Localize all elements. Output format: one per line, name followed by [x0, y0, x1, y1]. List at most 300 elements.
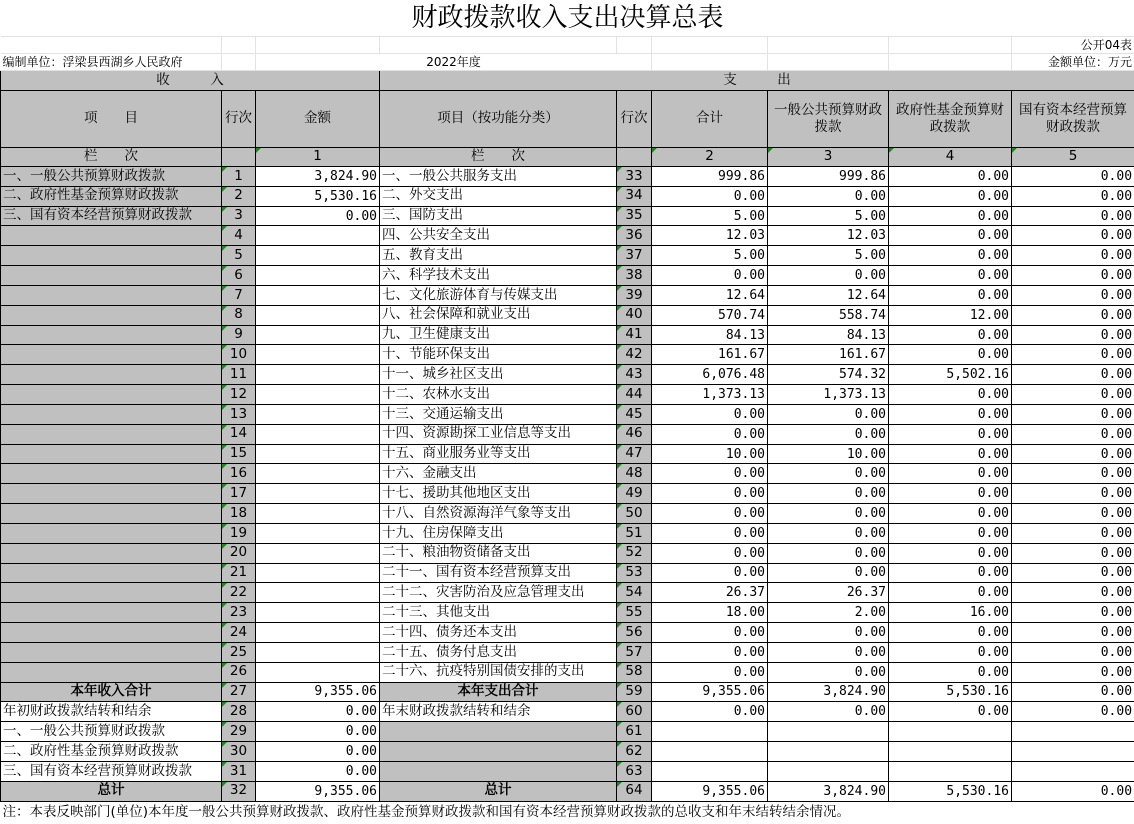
expense-total[interactable]: 0.00	[652, 702, 768, 722]
income-item[interactable]	[1, 424, 222, 444]
expense-capital-budget[interactable]: 0.00	[1012, 464, 1134, 484]
expense-item[interactable]: 三、国防支出	[380, 206, 617, 226]
expense-total[interactable]	[652, 742, 768, 762]
income-amount[interactable]	[256, 623, 380, 643]
expense-general-budget[interactable]: 10.00	[768, 444, 889, 464]
income-amount[interactable]	[256, 444, 380, 464]
expense-fund-budget[interactable]: 0.00	[889, 464, 1012, 484]
income-line-no[interactable]: 5	[222, 246, 256, 266]
expense-item[interactable]: 十六、金融支出	[380, 464, 617, 484]
income-amount[interactable]: 9,355.06	[256, 682, 380, 702]
expense-total[interactable]: 0.00	[652, 623, 768, 643]
income-amount[interactable]	[256, 365, 380, 385]
income-item[interactable]: 一、一般公共预算财政拨款	[1, 167, 222, 187]
expense-capital-budget[interactable]	[1012, 761, 1134, 781]
expense-general-budget[interactable]: 3,824.90	[768, 781, 889, 801]
expense-total[interactable]: 84.13	[652, 325, 768, 345]
expense-total[interactable]: 26.37	[652, 583, 768, 603]
expense-general-budget[interactable]: 84.13	[768, 325, 889, 345]
income-line-no[interactable]: 24	[222, 623, 256, 643]
income-item[interactable]	[1, 484, 222, 504]
expense-fund-budget[interactable]: 0.00	[889, 642, 1012, 662]
expense-fund-budget[interactable]: 0.00	[889, 623, 1012, 643]
income-line-no[interactable]: 16	[222, 464, 256, 484]
income-amount[interactable]: 0.00	[256, 206, 380, 226]
income-amount[interactable]	[256, 226, 380, 246]
income-line-no[interactable]: 9	[222, 325, 256, 345]
expense-fund-budget[interactable]: 0.00	[889, 563, 1012, 583]
income-amount[interactable]	[256, 504, 380, 524]
expense-capital-budget[interactable]	[1012, 722, 1134, 742]
expense-item[interactable]: 十五、商业服务业等支出	[380, 444, 617, 464]
expense-item[interactable]: 六、科学技术支出	[380, 266, 617, 286]
expense-general-budget[interactable]: 0.00	[768, 563, 889, 583]
income-amount[interactable]: 3,824.90	[256, 167, 380, 187]
expense-fund-budget[interactable]: 0.00	[889, 543, 1012, 563]
expense-capital-budget[interactable]: 0.00	[1012, 246, 1134, 266]
income-line-no[interactable]: 21	[222, 563, 256, 583]
income-amount[interactable]	[256, 563, 380, 583]
expense-general-budget[interactable]	[768, 742, 889, 762]
income-item[interactable]	[1, 305, 222, 325]
expense-fund-budget[interactable]: 0.00	[889, 206, 1012, 226]
expense-fund-budget[interactable]: 5,530.16	[889, 781, 1012, 801]
expense-total[interactable]: 0.00	[652, 662, 768, 682]
expense-item[interactable]: 十八、自然资源海洋气象等支出	[380, 504, 617, 524]
expense-capital-budget[interactable]: 0.00	[1012, 444, 1134, 464]
income-line-no[interactable]: 18	[222, 504, 256, 524]
income-item[interactable]	[1, 623, 222, 643]
expense-capital-budget[interactable]: 0.00	[1012, 404, 1134, 424]
expense-fund-budget[interactable]: 0.00	[889, 385, 1012, 405]
income-item[interactable]: 本年收入合计	[1, 682, 222, 702]
income-amount[interactable]: 0.00	[256, 742, 380, 762]
expense-general-budget[interactable]: 5.00	[768, 206, 889, 226]
expense-fund-budget[interactable]: 0.00	[889, 285, 1012, 305]
income-amount[interactable]	[256, 662, 380, 682]
table-row	[1, 603, 1134, 623]
income-item[interactable]	[1, 246, 222, 266]
expense-item[interactable]: 总计	[380, 781, 617, 801]
income-amount[interactable]	[256, 305, 380, 325]
expense-line-no[interactable]: 45	[617, 404, 652, 424]
expense-general-budget[interactable]: 161.67	[768, 345, 889, 365]
income-amount[interactable]	[256, 523, 380, 543]
expense-general-budget[interactable]: 0.00	[768, 543, 889, 563]
income-line-no[interactable]: 22	[222, 583, 256, 603]
expense-fund-budget[interactable]: 0.00	[889, 484, 1012, 504]
expense-capital-budget[interactable]: 0.00	[1012, 365, 1134, 385]
expense-total[interactable]	[652, 722, 768, 742]
income-amount[interactable]: 5,530.16	[256, 186, 380, 206]
expense-line-no[interactable]: 63	[617, 761, 652, 781]
expense-fund-budget[interactable]: 0.00	[889, 345, 1012, 365]
expense-line-no[interactable]: 34	[617, 186, 652, 206]
expense-item[interactable]: 十、节能环保支出	[380, 345, 617, 365]
expense-capital-budget[interactable]: 0.00	[1012, 543, 1134, 563]
header-fund-budget: 政府性基金预算财政拨款	[889, 91, 1012, 148]
expense-total[interactable]: 0.00	[652, 563, 768, 583]
expense-item[interactable]: 二十六、抗疫特别国债安排的支出	[380, 662, 617, 682]
expense-fund-budget[interactable]: 0.00	[889, 583, 1012, 603]
expense-general-budget[interactable]	[768, 761, 889, 781]
expense-total[interactable]: 570.74	[652, 305, 768, 325]
expense-item[interactable]: 十九、住房保障支出	[380, 523, 617, 543]
income-item[interactable]	[1, 583, 222, 603]
income-item[interactable]	[1, 504, 222, 524]
expense-capital-budget[interactable]: 0.00	[1012, 642, 1134, 662]
income-item[interactable]	[1, 345, 222, 365]
expense-fund-budget[interactable]: 0.00	[889, 325, 1012, 345]
income-line-no[interactable]: 12	[222, 385, 256, 405]
expense-capital-budget[interactable]: 0.00	[1012, 702, 1134, 722]
income-item[interactable]: 总计	[1, 781, 222, 801]
table-row	[1, 682, 1134, 702]
expense-fund-budget[interactable]: 0.00	[889, 226, 1012, 246]
expense-capital-budget[interactable]: 0.00	[1012, 504, 1134, 524]
income-line-no[interactable]: 6	[222, 266, 256, 286]
expense-total[interactable]: 161.67	[652, 345, 768, 365]
income-item[interactable]	[1, 365, 222, 385]
table-row	[1, 444, 1134, 464]
expense-total[interactable]: 0.00	[652, 266, 768, 286]
expense-fund-budget[interactable]: 5,502.16	[889, 365, 1012, 385]
expense-capital-budget[interactable]: 0.00	[1012, 523, 1134, 543]
expense-general-budget[interactable]: 0.00	[768, 642, 889, 662]
expense-line-no[interactable]: 52	[617, 543, 652, 563]
expense-general-budget[interactable]: 0.00	[768, 464, 889, 484]
expense-line-no[interactable]: 55	[617, 603, 652, 623]
expense-general-budget[interactable]: 1,373.13	[768, 385, 889, 405]
expense-line-no[interactable]: 54	[617, 583, 652, 603]
expense-general-budget[interactable]: 0.00	[768, 424, 889, 444]
expense-general-budget[interactable]: 0.00	[768, 404, 889, 424]
header-capital-budget: 国有资本经营预算财政拨款	[1012, 91, 1134, 148]
income-amount[interactable]	[256, 404, 380, 424]
expense-line-no[interactable]: 44	[617, 385, 652, 405]
expense-line-no[interactable]: 60	[617, 702, 652, 722]
income-item[interactable]	[1, 563, 222, 583]
income-line-no[interactable]: 26	[222, 662, 256, 682]
income-line-no[interactable]: 4	[222, 226, 256, 246]
expense-item[interactable]: 九、卫生健康支出	[380, 325, 617, 345]
income-item[interactable]	[1, 404, 222, 424]
expense-general-budget[interactable]: 558.74	[768, 305, 889, 325]
income-item[interactable]: 三、国有资本经营预算财政拨款	[1, 761, 222, 781]
income-amount[interactable]	[256, 583, 380, 603]
expense-line-no[interactable]: 64	[617, 781, 652, 801]
expense-line-no[interactable]: 43	[617, 365, 652, 385]
expense-total[interactable]: 0.00	[652, 404, 768, 424]
expense-capital-budget[interactable]: 0.00	[1012, 345, 1134, 365]
income-line-no[interactable]: 19	[222, 523, 256, 543]
expense-capital-budget[interactable]: 0.00	[1012, 266, 1134, 286]
expense-total[interactable]: 0.00	[652, 464, 768, 484]
income-item[interactable]	[1, 266, 222, 286]
expense-total[interactable]: 12.03	[652, 226, 768, 246]
income-item[interactable]	[1, 662, 222, 682]
expense-total[interactable]: 9,355.06	[652, 781, 768, 801]
expense-general-budget[interactable]: 0.00	[768, 623, 889, 643]
expense-fund-budget[interactable]: 0.00	[889, 702, 1012, 722]
expense-section-header: 支 出	[380, 71, 1134, 91]
expense-fund-budget[interactable]: 0.00	[889, 523, 1012, 543]
expense-fund-budget[interactable]: 16.00	[889, 603, 1012, 623]
income-line-no[interactable]: 7	[222, 285, 256, 305]
income-amount[interactable]	[256, 464, 380, 484]
expense-capital-budget[interactable]: 0.00	[1012, 563, 1134, 583]
income-line-no[interactable]: 8	[222, 305, 256, 325]
income-line-no[interactable]: 32	[222, 781, 256, 801]
expense-line-no[interactable]: 58	[617, 662, 652, 682]
expense-capital-budget[interactable]: 0.00	[1012, 186, 1134, 206]
income-amount[interactable]	[256, 603, 380, 623]
income-item[interactable]: 二、政府性基金预算财政拨款	[1, 186, 222, 206]
expense-total[interactable]: 0.00	[652, 642, 768, 662]
income-amount[interactable]	[256, 543, 380, 563]
column-number-4: 4	[889, 148, 1012, 167]
expense-item[interactable]: 四、公共安全支出	[380, 226, 617, 246]
table-row	[1, 226, 1134, 246]
table-row	[1, 543, 1134, 563]
income-item[interactable]	[1, 325, 222, 345]
income-amount[interactable]: 0.00	[256, 761, 380, 781]
expense-item[interactable]: 二、外交支出	[380, 186, 617, 206]
income-line-no[interactable]: 28	[222, 702, 256, 722]
expense-item[interactable]	[380, 742, 617, 762]
income-item[interactable]	[1, 226, 222, 246]
expense-capital-budget[interactable]: 0.00	[1012, 603, 1134, 623]
income-item[interactable]	[1, 444, 222, 464]
income-line-no[interactable]: 25	[222, 642, 256, 662]
column-number-1: 1	[256, 148, 380, 167]
income-line-no[interactable]: 15	[222, 444, 256, 464]
income-amount[interactable]	[256, 385, 380, 405]
expense-capital-budget[interactable]	[1012, 742, 1134, 762]
expense-item[interactable]: 二十二、灾害防治及应急管理支出	[380, 583, 617, 603]
expense-fund-budget[interactable]: 0.00	[889, 246, 1012, 266]
expense-total[interactable]: 999.86	[652, 167, 768, 187]
expense-total[interactable]: 0.00	[652, 484, 768, 504]
income-line-no[interactable]: 29	[222, 722, 256, 742]
expense-total[interactable]: 9,355.06	[652, 682, 768, 702]
expense-line-no[interactable]: 36	[617, 226, 652, 246]
expense-general-budget[interactable]: 999.86	[768, 167, 889, 187]
income-line-no[interactable]: 23	[222, 603, 256, 623]
income-line-no[interactable]: 14	[222, 424, 256, 444]
expense-capital-budget[interactable]: 0.00	[1012, 206, 1134, 226]
expense-item[interactable]	[380, 722, 617, 742]
expense-general-budget[interactable]: 0.00	[768, 662, 889, 682]
expense-capital-budget[interactable]: 0.00	[1012, 226, 1134, 246]
expense-item[interactable]: 五、教育支出	[380, 246, 617, 266]
expense-fund-budget[interactable]	[889, 742, 1012, 762]
income-amount[interactable]	[256, 424, 380, 444]
expense-fund-budget[interactable]: 0.00	[889, 404, 1012, 424]
expense-line-no[interactable]: 46	[617, 424, 652, 444]
income-item[interactable]	[1, 543, 222, 563]
expense-general-budget[interactable]: 0.00	[768, 523, 889, 543]
expense-line-no[interactable]: 48	[617, 464, 652, 484]
expense-line-no[interactable]: 51	[617, 523, 652, 543]
expense-line-no[interactable]: 37	[617, 246, 652, 266]
expense-fund-budget[interactable]	[889, 761, 1012, 781]
expense-general-budget[interactable]: 0.00	[768, 186, 889, 206]
expense-item[interactable]: 二十、粮油物资储备支出	[380, 543, 617, 563]
expense-fund-budget[interactable]	[889, 722, 1012, 742]
income-line-no[interactable]: 27	[222, 682, 256, 702]
expense-general-budget[interactable]: 12.03	[768, 226, 889, 246]
income-line-no[interactable]: 31	[222, 761, 256, 781]
expense-fund-budget[interactable]: 12.00	[889, 305, 1012, 325]
expense-line-no[interactable]: 56	[617, 623, 652, 643]
table-row	[1, 345, 1134, 365]
expense-item[interactable]: 十七、援助其他地区支出	[380, 484, 617, 504]
expense-line-no[interactable]: 42	[617, 345, 652, 365]
expense-line-no[interactable]: 47	[617, 444, 652, 464]
expense-capital-budget[interactable]: 0.00	[1012, 167, 1134, 187]
expense-general-budget[interactable]: 574.32	[768, 365, 889, 385]
expense-capital-budget[interactable]: 0.00	[1012, 325, 1134, 345]
expense-fund-budget[interactable]: 5,530.16	[889, 682, 1012, 702]
expense-total[interactable]: 5.00	[652, 206, 768, 226]
expense-general-budget[interactable]: 0.00	[768, 702, 889, 722]
expense-line-no[interactable]: 38	[617, 266, 652, 286]
expense-capital-budget[interactable]: 0.00	[1012, 385, 1134, 405]
expense-general-budget[interactable]: 26.37	[768, 583, 889, 603]
expense-capital-budget[interactable]: 0.00	[1012, 305, 1134, 325]
expense-item[interactable]: 本年支出合计	[380, 682, 617, 702]
expense-fund-budget[interactable]: 0.00	[889, 444, 1012, 464]
expense-general-budget[interactable]	[768, 722, 889, 742]
expense-item[interactable]	[380, 761, 617, 781]
column-number-2: 2	[652, 148, 768, 167]
expense-fund-budget[interactable]: 0.00	[889, 266, 1012, 286]
expense-line-no[interactable]: 39	[617, 285, 652, 305]
expense-line-no[interactable]: 35	[617, 206, 652, 226]
income-amount[interactable]	[256, 642, 380, 662]
expense-capital-budget[interactable]: 0.00	[1012, 583, 1134, 603]
income-item[interactable]	[1, 523, 222, 543]
expense-line-no[interactable]: 33	[617, 167, 652, 187]
income-amount[interactable]	[256, 325, 380, 345]
expense-total[interactable]: 6,076.48	[652, 365, 768, 385]
expense-total[interactable]	[652, 761, 768, 781]
expense-line-no[interactable]: 62	[617, 742, 652, 762]
expense-item[interactable]: 十二、农林水支出	[380, 385, 617, 405]
income-item[interactable]: 一、一般公共预算财政拨款	[1, 722, 222, 742]
expense-line-no[interactable]: 50	[617, 504, 652, 524]
expense-fund-budget[interactable]: 0.00	[889, 424, 1012, 444]
expense-line-no[interactable]: 53	[617, 563, 652, 583]
expense-general-budget[interactable]: 0.00	[768, 484, 889, 504]
expense-general-budget[interactable]: 0.00	[768, 266, 889, 286]
income-amount[interactable]: 9,355.06	[256, 781, 380, 801]
expense-general-budget[interactable]: 2.00	[768, 603, 889, 623]
income-amount[interactable]	[256, 246, 380, 266]
income-amount[interactable]	[256, 484, 380, 504]
expense-capital-budget[interactable]: 0.00	[1012, 285, 1134, 305]
expense-fund-budget[interactable]: 0.00	[889, 504, 1012, 524]
expense-total[interactable]: 5.00	[652, 246, 768, 266]
income-amount[interactable]: 0.00	[256, 722, 380, 742]
expense-item[interactable]: 二十一、国有资本经营预算支出	[380, 563, 617, 583]
expense-fund-budget[interactable]: 0.00	[889, 167, 1012, 187]
expense-capital-budget[interactable]: 0.00	[1012, 484, 1134, 504]
expense-line-no[interactable]: 57	[617, 642, 652, 662]
income-amount[interactable]	[256, 266, 380, 286]
income-item[interactable]	[1, 385, 222, 405]
expense-general-budget[interactable]: 3,824.90	[768, 682, 889, 702]
expense-capital-budget[interactable]: 0.00	[1012, 781, 1134, 801]
income-item[interactable]	[1, 642, 222, 662]
expense-line-no[interactable]: 59	[617, 682, 652, 702]
expense-total[interactable]: 10.00	[652, 444, 768, 464]
expense-item[interactable]: 一、一般公共服务支出	[380, 167, 617, 187]
expense-item[interactable]: 二十三、其他支出	[380, 603, 617, 623]
income-item[interactable]: 年初财政拨款结转和结余	[1, 702, 222, 722]
expense-capital-budget[interactable]: 0.00	[1012, 623, 1134, 643]
expense-item[interactable]: 二十五、债务付息支出	[380, 642, 617, 662]
expense-capital-budget[interactable]: 0.00	[1012, 662, 1134, 682]
expense-line-no[interactable]: 41	[617, 325, 652, 345]
expense-total[interactable]: 1,373.13	[652, 385, 768, 405]
expense-total[interactable]: 0.00	[652, 186, 768, 206]
income-item[interactable]	[1, 464, 222, 484]
income-item[interactable]	[1, 285, 222, 305]
expense-general-budget[interactable]: 5.00	[768, 246, 889, 266]
income-line-no[interactable]: 1	[222, 167, 256, 187]
expense-item[interactable]: 十一、城乡社区支出	[380, 365, 617, 385]
income-line-no[interactable]: 10	[222, 345, 256, 365]
expense-item[interactable]: 十四、资源勘探工业信息等支出	[380, 424, 617, 444]
expense-general-budget[interactable]: 0.00	[768, 504, 889, 524]
income-item[interactable]: 三、国有资本经营预算财政拨款	[1, 206, 222, 226]
income-line-no[interactable]: 17	[222, 484, 256, 504]
expense-total[interactable]: 12.64	[652, 285, 768, 305]
income-item[interactable]: 二、政府性基金预算财政拨款	[1, 742, 222, 762]
income-line-no[interactable]: 20	[222, 543, 256, 563]
expense-item[interactable]: 二十四、债务还本支出	[380, 623, 617, 643]
income-amount[interactable]: 0.00	[256, 702, 380, 722]
expense-fund-budget[interactable]: 0.00	[889, 186, 1012, 206]
expense-general-budget[interactable]: 12.64	[768, 285, 889, 305]
income-line-no[interactable]: 11	[222, 365, 256, 385]
expense-line-no[interactable]: 40	[617, 305, 652, 325]
expense-item[interactable]: 年末财政拨款结转和结余	[380, 702, 617, 722]
income-line-no[interactable]: 3	[222, 206, 256, 226]
expense-capital-budget[interactable]: 0.00	[1012, 682, 1134, 702]
expense-total[interactable]: 0.00	[652, 504, 768, 524]
expense-line-no[interactable]: 49	[617, 484, 652, 504]
expense-item[interactable]: 七、文化旅游体育与传媒支出	[380, 285, 617, 305]
expense-total[interactable]: 18.00	[652, 603, 768, 623]
income-line-no[interactable]: 2	[222, 186, 256, 206]
expense-total[interactable]: 0.00	[652, 523, 768, 543]
expense-item[interactable]: 十三、交通运输支出	[380, 404, 617, 424]
expense-capital-budget[interactable]: 0.00	[1012, 424, 1134, 444]
income-line-no[interactable]: 13	[222, 404, 256, 424]
expense-fund-budget[interactable]: 0.00	[889, 662, 1012, 682]
expense-item[interactable]: 八、社会保障和就业支出	[380, 305, 617, 325]
income-line-no[interactable]: 30	[222, 742, 256, 762]
income-item[interactable]	[1, 603, 222, 623]
expense-total[interactable]: 0.00	[652, 424, 768, 444]
expense-total[interactable]: 0.00	[652, 543, 768, 563]
income-amount[interactable]	[256, 285, 380, 305]
income-amount[interactable]	[256, 345, 380, 365]
expense-line-no[interactable]: 61	[617, 722, 652, 742]
